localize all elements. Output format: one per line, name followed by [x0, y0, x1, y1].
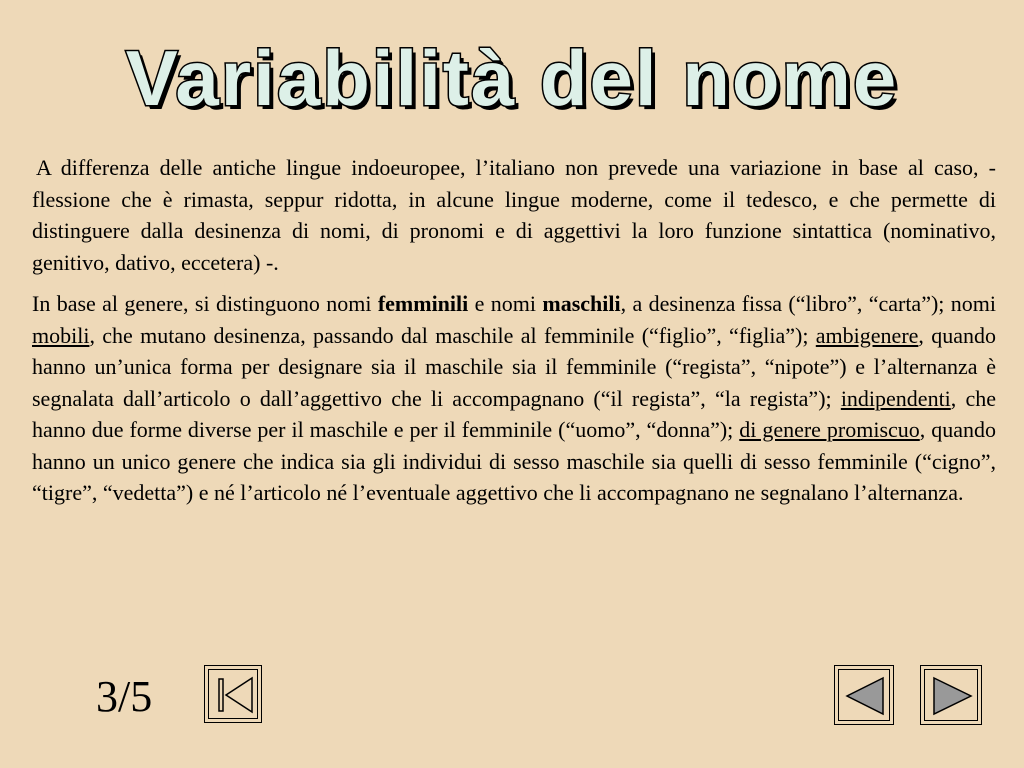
p2-segment-3: , a desinenza fissa (“libro”, “carta”); nomi [620, 291, 996, 316]
next-slide-icon [921, 666, 983, 726]
p2-segment-1: In base al genere, si distinguono nomi [32, 291, 378, 316]
term-mobili: mobili [32, 322, 90, 348]
p2-segment-5: , quando hanno un’unica forma per designare sia il maschile sia il femminile (“regista”, “nipote”) e l’alternanza è segnalata dall’articolo o dall’aggettivo che li accompagnano (“il regista”, “la regista”); [32, 322, 997, 411]
paragraph-2 [32, 288, 996, 509]
term-genere-promiscuo: di genere promiscuo [739, 417, 920, 442]
paragraph-1-text: A differenza delle antiche lingue indoeuropee, l’italiano non prevede una variazione in base al caso, - flessione che è rimasta, seppur ridotta, in alcune lingue moderne, come il tedesco, e che permette di distinguere dalla desinenza di nomi, di pronomi e di aggettivi la loro funzione sintattica (nominativo, genitivo, dativo, eccetera) -. [32, 155, 996, 275]
p2-segment-6: , che hanno due forme diverse per il maschile e per il femminile (“uomo”, “donna”); [32, 385, 996, 442]
p2-segment-7: , quando hanno un unico genere che indica sia gli individui di sesso maschile sia quelli di sesso femminile (“cigno”, “tigre”, “vedetta”) e né l’articolo né l’eventuale aggettivo che li accompagnano ne segnalano l’alternanza. [32, 417, 997, 505]
next-slide-button[interactable] [920, 665, 982, 725]
p2-segment-2: e nomi [468, 291, 543, 316]
body-text [32, 152, 996, 509]
page-number: 3/5 [96, 672, 153, 721]
term-femminili: femminili [377, 291, 469, 316]
first-slide-icon [205, 666, 263, 724]
slide-title: Variabilità del nome [125, 34, 899, 122]
term-maschili: maschili [542, 291, 621, 316]
term-indipendenti: indipendenti [840, 385, 951, 411]
term-ambigenere: ambigenere [815, 322, 919, 348]
p2-segment-4: , che mutano desinenza, passando dal maschile al femminile (“figlio”, “figlia”); [89, 322, 816, 348]
previous-slide-button[interactable] [834, 665, 894, 725]
paragraph-1 [32, 152, 996, 278]
previous-slide-icon [835, 666, 895, 726]
first-slide-button[interactable] [204, 665, 262, 723]
